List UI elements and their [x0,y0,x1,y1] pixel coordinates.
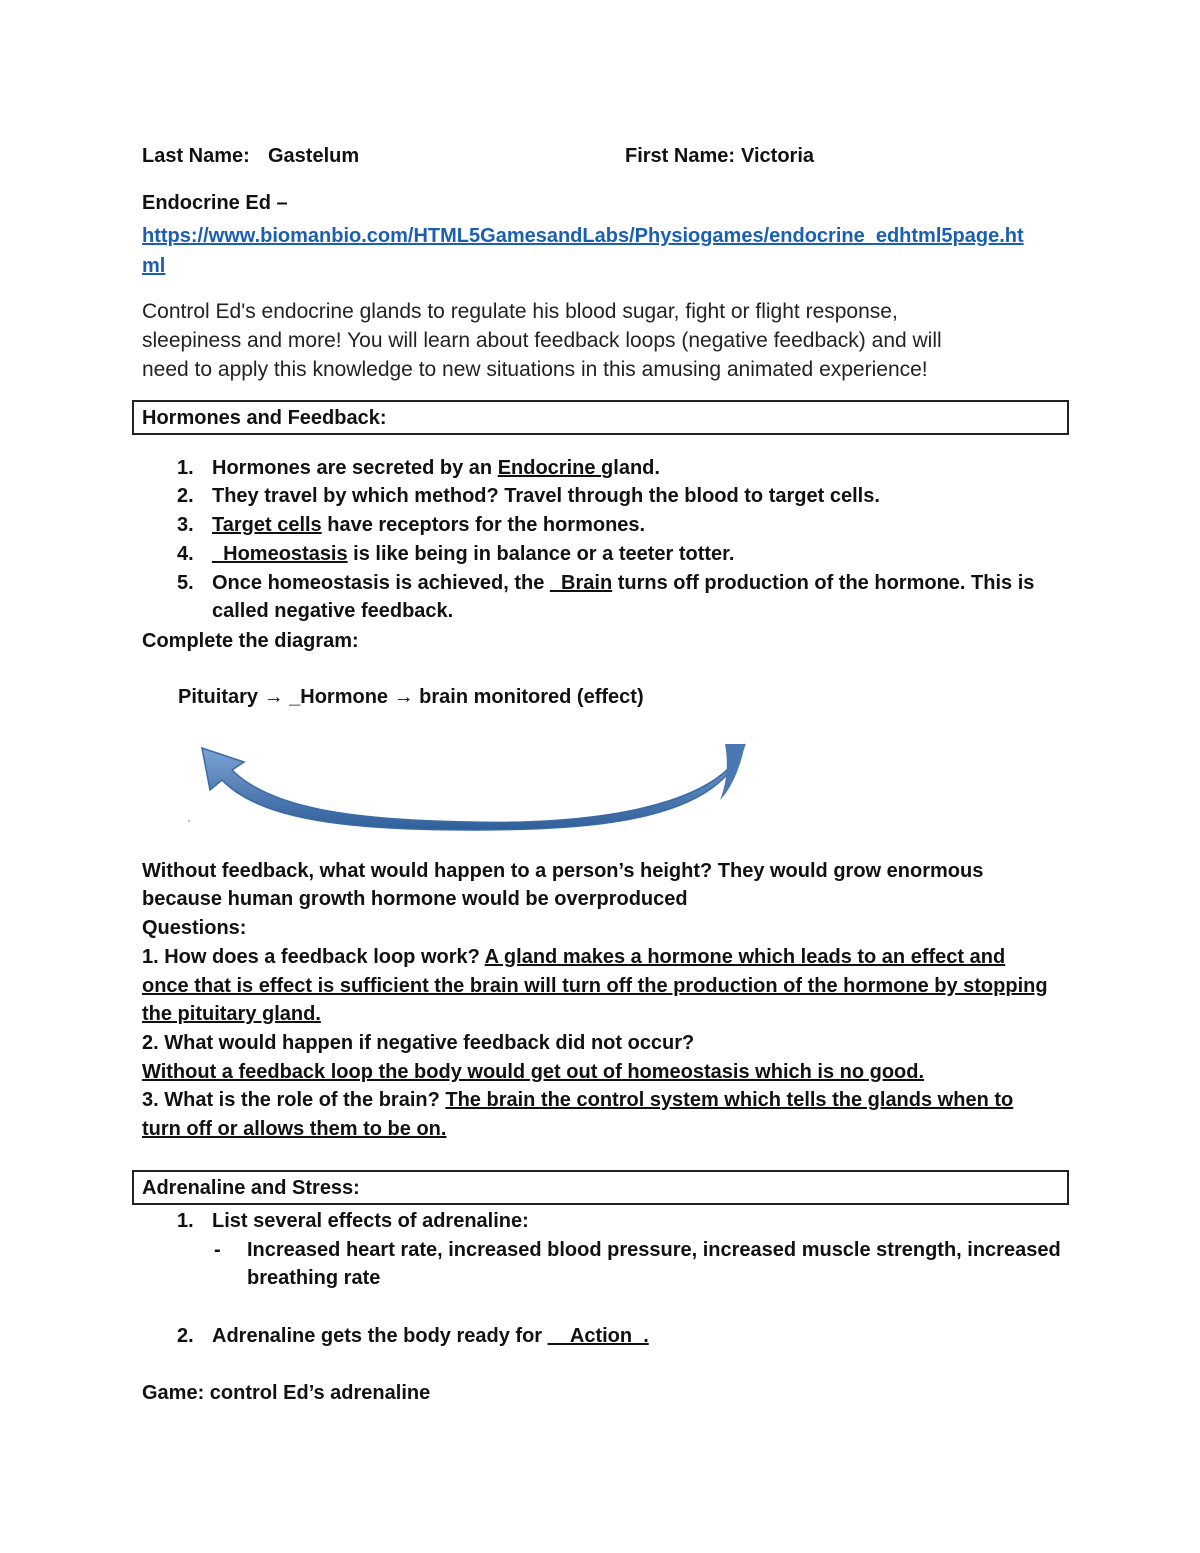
description-line-3: need to apply this knowledge to new situations in this amusing animated experience! [142,358,928,381]
stray-dot [188,820,190,822]
question-3: 3. What is the role of the brain? The brain the control system which tells the glands when to [142,1089,1014,1111]
list-number: 1. [177,1210,194,1232]
game-label: Game: control Ed’s adrenaline [142,1382,431,1404]
list-number: 2. [177,1325,194,1347]
answer-blank: Target cells [212,514,322,536]
height-question-line-2: because human growth hormone would be overproduced [142,888,688,910]
list-number: 5. [177,572,194,594]
bullet-dash: - [214,1239,221,1261]
question-2: 2. What would happen if negative feedback did not occur? [142,1032,695,1054]
list-item: Target cells have receptors for the hormones. [212,514,646,536]
effects-line-2: breathing rate [247,1267,381,1289]
answer-blank: _Brain [549,572,613,594]
last-name-value: Gastelum [268,145,360,167]
list-number: 2. [177,485,194,507]
section-heading-hormones: Hormones and Feedback: [142,407,387,429]
first-name-label: First Name: [625,145,736,167]
answer-blank: Endocrine [497,457,602,479]
activity-link[interactable]: https://www.biomanbio.com/HTML5GamesandLabs/Physiogames/endocrine_edhtml5page.ht [142,225,1024,247]
list-number: 4. [177,543,194,565]
list-number: 1. [177,457,194,479]
list-item: List several effects of adrenaline: [212,1210,529,1232]
diagram-label: Complete the diagram: [142,630,359,652]
activity-title: Endocrine Ed – [142,192,288,214]
answer-3: The brain the control system which tells the glands when to [445,1089,1014,1111]
list-item: _Homeostasis is like being in balance or a teeter totter. [212,543,735,565]
height-question-line-1: Without feedback, what would happen to a person’s height? They would grow enormous [142,860,984,882]
questions-label: Questions: [142,917,247,939]
list-item: Once homeostasis is achieved, the _Brain turns off production of the hormone. This is [212,572,1035,594]
last-name-label: Last Name: [142,145,250,167]
feedback-arrow-icon [180,730,760,840]
answer-blank: __Action_. [547,1325,649,1347]
description-line-1: Control Ed's endocrine glands to regulate his blood sugar, fight or flight response, [142,300,898,323]
activity-link-continued[interactable]: ml [142,255,166,277]
list-item: Adrenaline gets the body ready for __Action_. [212,1325,649,1347]
answer-1: A gland makes a hormone which leads to an effect and [484,946,1006,968]
answer-blank: _Homeostasis [212,543,348,565]
answer-1-continued: once that is effect is sufficient the brain will turn off the production of the hormone by stopping [142,975,1048,997]
list-number: 3. [177,514,194,536]
description-line-2: sleepiness and more! You will learn about feedback loops (negative feedback) and will [142,329,942,352]
list-item-continued: called negative feedback. [212,600,454,622]
diagram-flow-text: Pituitary → _Hormone → brain monitored (effect) [178,686,644,708]
section-heading-adrenaline: Adrenaline and Stress: [142,1177,360,1199]
list-item: Hormones are secreted by an Endocrine gland. [212,457,660,479]
effects-line-1: Increased heart rate, increased blood pressure, increased muscle strength, increased [247,1239,1061,1261]
question-1: 1. How does a feedback loop work? A gland makes a hormone which leads to an effect and [142,946,1006,968]
answer-1-end: the pituitary gland. [142,1003,321,1025]
list-item: They travel by which method? Travel through the blood to target cells. [212,485,880,507]
first-name-value: Victoria [741,145,814,167]
answer-3-continued: turn off or allows them to be on. [142,1118,447,1140]
answer-2: Without a feedback loop the body would get out of homeostasis which is no good. [142,1061,925,1083]
